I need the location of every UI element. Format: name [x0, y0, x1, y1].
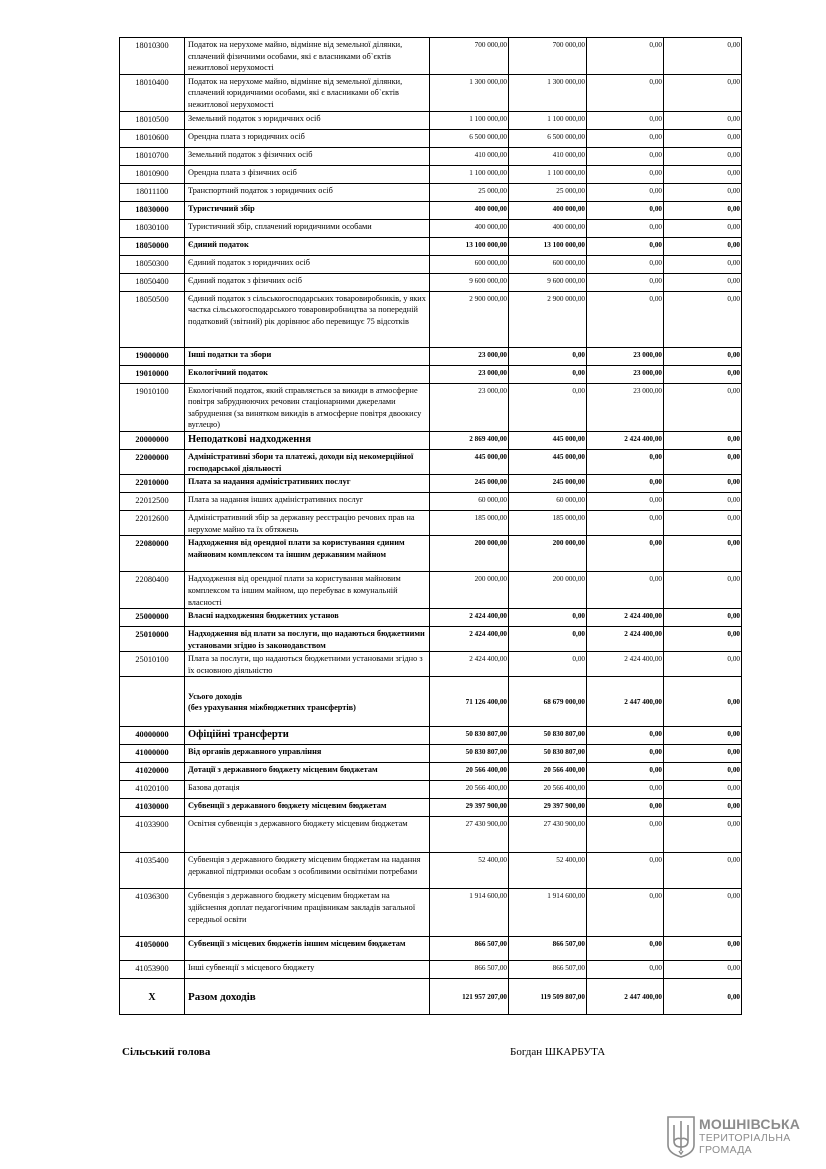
row-special-fund-value: 0,00 — [587, 273, 664, 291]
row-special-fund-value: 23 000,00 — [587, 383, 664, 431]
row-special-fund-value: 0,00 — [587, 291, 664, 347]
row-development-budget-value: 0,00 — [664, 129, 742, 147]
table-row — [120, 853, 742, 889]
row-total-value: 1 100 000,00 — [430, 111, 509, 129]
row-total-value: 60 000,00 — [430, 493, 509, 511]
row-development-budget-value: 0,00 — [664, 937, 742, 961]
row-special-fund-value: 0,00 — [587, 475, 664, 493]
table-row — [120, 74, 742, 111]
table-row — [120, 165, 742, 183]
row-name: Субвенція з державного бюджету місцевим бюджетам на надання державної підтримки особам з особливими освітніми потребами — [185, 853, 430, 889]
table-row — [120, 745, 742, 763]
row-name: Усього доходів (без урахування міжбюджетних трансфертів) — [185, 677, 430, 727]
row-special-fund-value: 0,00 — [587, 937, 664, 961]
row-name: Базова дотація — [185, 781, 430, 799]
table-row — [120, 449, 742, 474]
row-special-fund-value: 0,00 — [587, 165, 664, 183]
row-total-value: 20 566 400,00 — [430, 781, 509, 799]
row-total-value: 71 126 400,00 — [430, 677, 509, 727]
row-code: 22000000 — [120, 449, 185, 474]
row-special-fund-value: 0,00 — [587, 763, 664, 781]
table-row — [120, 291, 742, 347]
row-code: 41033900 — [120, 817, 185, 853]
row-development-budget-value: 0,00 — [664, 609, 742, 627]
table-row — [120, 183, 742, 201]
row-general-fund-value: 1 100 000,00 — [509, 111, 587, 129]
row-total-value: 2 869 400,00 — [430, 431, 509, 449]
row-code: 41035400 — [120, 853, 185, 889]
table-row — [120, 817, 742, 853]
row-name: Податок на нерухоме майно, відмінне від земельної ділянки, сплачений фізичними особами, які є власниками об`єктів нежитлової нерухомості — [185, 38, 430, 75]
row-code: 41020000 — [120, 763, 185, 781]
row-development-budget-value: 0,00 — [664, 165, 742, 183]
row-total-value: 50 830 807,00 — [430, 745, 509, 763]
row-development-budget-value: 0,00 — [664, 147, 742, 165]
row-special-fund-value: 2 424 400,00 — [587, 609, 664, 627]
row-name: Адміністративний збір за державну реєстрацію речових прав на нерухоме майно та їх обтяжень — [185, 511, 430, 536]
row-general-fund-value: 0,00 — [509, 383, 587, 431]
row-development-budget-value: 0,00 — [664, 652, 742, 677]
row-total-value: 200 000,00 — [430, 536, 509, 572]
row-development-budget-value: 0,00 — [664, 572, 742, 609]
row-name: Туристичний збір — [185, 201, 430, 219]
row-general-fund-value: 200 000,00 — [509, 572, 587, 609]
row-name: Транспортний податок з юридичних осіб — [185, 183, 430, 201]
table-row — [120, 572, 742, 609]
row-total-value: 1 100 000,00 — [430, 165, 509, 183]
row-special-fund-value: 0,00 — [587, 449, 664, 474]
row-code: X — [120, 979, 185, 1015]
row-special-fund-value: 0,00 — [587, 255, 664, 273]
row-total-value: 20 566 400,00 — [430, 763, 509, 781]
row-development-budget-value: 0,00 — [664, 536, 742, 572]
table-row — [120, 431, 742, 449]
row-special-fund-value: 0,00 — [587, 853, 664, 889]
row-code: 19010000 — [120, 365, 185, 383]
row-total-value: 185 000,00 — [430, 511, 509, 536]
row-name: Субвенція з державного бюджету місцевим бюджетам на здійснення доплат педагогічним працівникам закладів загальної середньої освіти — [185, 889, 430, 937]
row-code: 41053900 — [120, 961, 185, 979]
row-general-fund-value: 0,00 — [509, 652, 587, 677]
row-development-budget-value: 0,00 — [664, 111, 742, 129]
row-name: Туристичний збір, сплачений юридичними особами — [185, 219, 430, 237]
row-general-fund-value: 185 000,00 — [509, 511, 587, 536]
row-name: Надходження від орендної плати за користування майновим комплексом та іншим майном, що перебуває в комунальній власності — [185, 572, 430, 609]
row-special-fund-value: 2 447 400,00 — [587, 979, 664, 1015]
row-total-value: 866 507,00 — [430, 961, 509, 979]
row-code: 41020100 — [120, 781, 185, 799]
logo-line-1: МОШНІВСЬКА — [699, 1116, 801, 1132]
table-row — [120, 273, 742, 291]
table-row — [120, 961, 742, 979]
table-row — [120, 727, 742, 745]
row-total-value: 13 100 000,00 — [430, 237, 509, 255]
row-special-fund-value: 0,00 — [587, 727, 664, 745]
row-special-fund-value: 0,00 — [587, 511, 664, 536]
row-code: 18011100 — [120, 183, 185, 201]
row-development-budget-value: 0,00 — [664, 383, 742, 431]
row-total-value: 2 424 400,00 — [430, 652, 509, 677]
table-row — [120, 493, 742, 511]
row-general-fund-value: 866 507,00 — [509, 961, 587, 979]
row-special-fund-value: 0,00 — [587, 536, 664, 572]
row-total-value: 23 000,00 — [430, 365, 509, 383]
table-row — [120, 937, 742, 961]
row-name: Інші податки та збори — [185, 347, 430, 365]
table-row — [120, 799, 742, 817]
row-special-fund-value: 0,00 — [587, 237, 664, 255]
row-name: Субвенції з державного бюджету місцевим бюджетам — [185, 799, 430, 817]
row-general-fund-value: 400 000,00 — [509, 201, 587, 219]
row-general-fund-value: 245 000,00 — [509, 475, 587, 493]
row-development-budget-value: 0,00 — [664, 511, 742, 536]
row-development-budget-value: 0,00 — [664, 961, 742, 979]
row-code: 18050400 — [120, 273, 185, 291]
row-general-fund-value: 50 830 807,00 — [509, 727, 587, 745]
row-special-fund-value: 0,00 — [587, 147, 664, 165]
row-special-fund-value: 0,00 — [587, 183, 664, 201]
row-general-fund-value: 700 000,00 — [509, 38, 587, 75]
row-name: Плата за надання інших адміністративних послуг — [185, 493, 430, 511]
table-row — [120, 763, 742, 781]
row-name: Орендна плата з юридичних осіб — [185, 129, 430, 147]
row-general-fund-value: 1 300 000,00 — [509, 74, 587, 111]
row-general-fund-value: 9 600 000,00 — [509, 273, 587, 291]
row-general-fund-value: 20 566 400,00 — [509, 781, 587, 799]
logo-line-2: ТЕРИТОРІАЛЬНА — [699, 1132, 791, 1144]
row-development-budget-value: 0,00 — [664, 273, 742, 291]
row-name: Від органів державного управління — [185, 745, 430, 763]
table-row — [120, 652, 742, 677]
row-name: Плата за надання адміністративних послуг — [185, 475, 430, 493]
row-name: Екологічний податок — [185, 365, 430, 383]
row-general-fund-value: 0,00 — [509, 365, 587, 383]
row-total-value: 2 424 400,00 — [430, 609, 509, 627]
row-code: 20000000 — [120, 431, 185, 449]
row-general-fund-value: 60 000,00 — [509, 493, 587, 511]
row-name: Освітня субвенція з державного бюджету місцевим бюджетам — [185, 817, 430, 853]
row-development-budget-value: 0,00 — [664, 475, 742, 493]
row-development-budget-value: 0,00 — [664, 817, 742, 853]
table-row — [120, 365, 742, 383]
row-development-budget-value: 0,00 — [664, 201, 742, 219]
row-code: 19010100 — [120, 383, 185, 431]
row-general-fund-value: 27 430 900,00 — [509, 817, 587, 853]
table-row — [120, 383, 742, 431]
row-total-value: 1 300 000,00 — [430, 74, 509, 111]
row-code: 40000000 — [120, 727, 185, 745]
row-total-value: 445 000,00 — [430, 449, 509, 474]
row-general-fund-value: 866 507,00 — [509, 937, 587, 961]
row-development-budget-value: 0,00 — [664, 781, 742, 799]
row-name: Дотації з державного бюджету місцевим бюджетам — [185, 763, 430, 781]
row-development-budget-value: 0,00 — [664, 219, 742, 237]
row-code: 18010300 — [120, 38, 185, 75]
row-development-budget-value: 0,00 — [664, 677, 742, 727]
row-code: 41050000 — [120, 937, 185, 961]
row-general-fund-value: 25 000,00 — [509, 183, 587, 201]
row-total-value: 9 600 000,00 — [430, 273, 509, 291]
row-code: 41036300 — [120, 889, 185, 937]
row-development-budget-value: 0,00 — [664, 853, 742, 889]
table-row — [120, 219, 742, 237]
row-name: Неподаткові надходження — [185, 431, 430, 449]
table-row — [120, 627, 742, 652]
row-special-fund-value: 0,00 — [587, 572, 664, 609]
row-development-budget-value: 0,00 — [664, 255, 742, 273]
row-total-value: 25 000,00 — [430, 183, 509, 201]
row-special-fund-value: 23 000,00 — [587, 347, 664, 365]
row-general-fund-value: 50 830 807,00 — [509, 745, 587, 763]
row-general-fund-value: 0,00 — [509, 627, 587, 652]
row-development-budget-value: 0,00 — [664, 291, 742, 347]
row-total-value: 1 914 600,00 — [430, 889, 509, 937]
row-special-fund-value: 2 424 400,00 — [587, 627, 664, 652]
row-development-budget-value: 0,00 — [664, 979, 742, 1015]
table-row — [120, 111, 742, 129]
row-name: Плата за послуги, що надаються бюджетними установами згідно з їх основною діяльністю — [185, 652, 430, 677]
row-code: 18010500 — [120, 111, 185, 129]
row-development-budget-value: 0,00 — [664, 449, 742, 474]
row-general-fund-value: 52 400,00 — [509, 853, 587, 889]
row-general-fund-value: 20 566 400,00 — [509, 763, 587, 781]
row-name: Разом доходів — [185, 979, 430, 1015]
row-name: Екологічний податок, який справляється за викиди в атмосферне повітря забруднюючих речовин стаціонарними джерелами забруднення (за винятком викидів в атмосферне повітря двоокису вуглецю) — [185, 383, 430, 431]
row-code: 18010700 — [120, 147, 185, 165]
row-development-budget-value: 0,00 — [664, 745, 742, 763]
row-total-value: 2 424 400,00 — [430, 627, 509, 652]
signature-title: Сільський голова — [122, 1046, 211, 1058]
table-row — [120, 475, 742, 493]
row-name: Власні надходження бюджетних установ — [185, 609, 430, 627]
row-special-fund-value: 0,00 — [587, 817, 664, 853]
row-development-budget-value: 0,00 — [664, 183, 742, 201]
row-code — [120, 677, 185, 727]
row-code: 41030000 — [120, 799, 185, 817]
row-general-fund-value: 600 000,00 — [509, 255, 587, 273]
row-general-fund-value: 410 000,00 — [509, 147, 587, 165]
row-name: Єдиний податок — [185, 237, 430, 255]
row-general-fund-value: 445 000,00 — [509, 449, 587, 474]
row-special-fund-value: 23 000,00 — [587, 365, 664, 383]
row-total-value: 866 507,00 — [430, 937, 509, 961]
row-general-fund-value: 0,00 — [509, 609, 587, 627]
row-code: 18030100 — [120, 219, 185, 237]
row-development-budget-value: 0,00 — [664, 493, 742, 511]
row-code: 19000000 — [120, 347, 185, 365]
row-special-fund-value: 0,00 — [587, 74, 664, 111]
row-general-fund-value: 13 100 000,00 — [509, 237, 587, 255]
row-code: 18010600 — [120, 129, 185, 147]
table-row — [120, 38, 742, 75]
row-general-fund-value: 29 397 900,00 — [509, 799, 587, 817]
row-special-fund-value: 0,00 — [587, 38, 664, 75]
row-general-fund-value: 400 000,00 — [509, 219, 587, 237]
row-development-budget-value: 0,00 — [664, 237, 742, 255]
row-development-budget-value: 0,00 — [664, 431, 742, 449]
row-code: 18050000 — [120, 237, 185, 255]
row-code: 18010400 — [120, 74, 185, 111]
revenue-table — [119, 37, 742, 1015]
row-special-fund-value: 2 424 400,00 — [587, 431, 664, 449]
row-total-value: 245 000,00 — [430, 475, 509, 493]
row-total-value: 29 397 900,00 — [430, 799, 509, 817]
row-code: 22012500 — [120, 493, 185, 511]
row-general-fund-value: 0,00 — [509, 347, 587, 365]
community-logo — [666, 1115, 806, 1159]
row-code: 22010000 — [120, 475, 185, 493]
table-row — [120, 781, 742, 799]
row-name: Земельний податок з фізичних осіб — [185, 147, 430, 165]
row-total-value: 2 900 000,00 — [430, 291, 509, 347]
row-code: 22080000 — [120, 536, 185, 572]
row-special-fund-value: 2 447 400,00 — [587, 677, 664, 727]
row-name: Інші субвенції з місцевого бюджету — [185, 961, 430, 979]
row-general-fund-value: 2 900 000,00 — [509, 291, 587, 347]
row-development-budget-value: 0,00 — [664, 727, 742, 745]
row-general-fund-value: 1 100 000,00 — [509, 165, 587, 183]
table-row — [120, 255, 742, 273]
table-row — [120, 511, 742, 536]
row-development-budget-value: 0,00 — [664, 347, 742, 365]
table-row — [120, 347, 742, 365]
row-code: 18050500 — [120, 291, 185, 347]
row-total-value: 50 830 807,00 — [430, 727, 509, 745]
row-general-fund-value: 445 000,00 — [509, 431, 587, 449]
row-development-budget-value: 0,00 — [664, 763, 742, 781]
row-name: Надходження від плати за послуги, що надаються бюджетними установами згідно із законодавством — [185, 627, 430, 652]
row-total-value: 121 957 207,00 — [430, 979, 509, 1015]
row-development-budget-value: 0,00 — [664, 889, 742, 937]
row-total-value: 410 000,00 — [430, 147, 509, 165]
table-row — [120, 147, 742, 165]
signature-name: Богдан ШКАРБУТА — [510, 1046, 606, 1058]
row-special-fund-value: 0,00 — [587, 129, 664, 147]
row-total-value: 400 000,00 — [430, 219, 509, 237]
row-name: Орендна плата з фізичних осіб — [185, 165, 430, 183]
row-general-fund-value: 1 914 600,00 — [509, 889, 587, 937]
logo-line-3: ГРОМАДА — [699, 1144, 752, 1156]
row-special-fund-value: 0,00 — [587, 889, 664, 937]
row-code: 18010900 — [120, 165, 185, 183]
row-special-fund-value: 0,00 — [587, 219, 664, 237]
table-row — [120, 201, 742, 219]
row-total-value: 200 000,00 — [430, 572, 509, 609]
total-row — [120, 979, 742, 1015]
table-row — [120, 129, 742, 147]
row-name: Єдиний податок з юридичних осіб — [185, 255, 430, 273]
row-special-fund-value: 0,00 — [587, 799, 664, 817]
row-development-budget-value: 0,00 — [664, 799, 742, 817]
row-code: 18030000 — [120, 201, 185, 219]
table-row — [120, 536, 742, 572]
row-name: Надходження від орендної плати за користування єдиним майновим комплексом та іншим державним майном — [185, 536, 430, 572]
table-row — [120, 889, 742, 937]
row-code: 25000000 — [120, 609, 185, 627]
row-total-value: 700 000,00 — [430, 38, 509, 75]
row-development-budget-value: 0,00 — [664, 365, 742, 383]
row-code: 25010000 — [120, 627, 185, 652]
table-row — [120, 609, 742, 627]
row-total-value: 23 000,00 — [430, 347, 509, 365]
row-code: 41000000 — [120, 745, 185, 763]
row-name: Податок на нерухоме майно, відмінне від земельної ділянки, сплачений юридичними особами, які є власниками об`єктів нежитлової нерухомості — [185, 74, 430, 111]
row-special-fund-value: 0,00 — [587, 493, 664, 511]
table-row — [120, 237, 742, 255]
row-general-fund-value: 119 509 807,00 — [509, 979, 587, 1015]
row-special-fund-value: 0,00 — [587, 201, 664, 219]
row-special-fund-value: 0,00 — [587, 781, 664, 799]
row-code: 18050300 — [120, 255, 185, 273]
row-code: 22080400 — [120, 572, 185, 609]
row-name: Адміністративні збори та платежі, доходи від некомерційної господарської діяльності — [185, 449, 430, 474]
row-total-value: 23 000,00 — [430, 383, 509, 431]
row-name: Єдиний податок з сільськогосподарських товаровиробників, у яких частка сільськогосподарського товаровиробництва за попередній податковий (звітний) рік дорівнює або перевищує 75 відсотків — [185, 291, 430, 347]
row-total-value: 600 000,00 — [430, 255, 509, 273]
row-special-fund-value: 0,00 — [587, 745, 664, 763]
row-general-fund-value: 6 500 000,00 — [509, 129, 587, 147]
row-total-value: 27 430 900,00 — [430, 817, 509, 853]
row-total-value: 400 000,00 — [430, 201, 509, 219]
summary-row — [120, 677, 742, 727]
row-special-fund-value: 2 424 400,00 — [587, 652, 664, 677]
row-general-fund-value: 68 679 000,00 — [509, 677, 587, 727]
row-total-value: 6 500 000,00 — [430, 129, 509, 147]
row-special-fund-value: 0,00 — [587, 111, 664, 129]
row-code: 25010100 — [120, 652, 185, 677]
row-development-budget-value: 0,00 — [664, 38, 742, 75]
row-development-budget-value: 0,00 — [664, 627, 742, 652]
row-special-fund-value: 0,00 — [587, 961, 664, 979]
row-name: Офіційні трансферти — [185, 727, 430, 745]
row-code: 22012600 — [120, 511, 185, 536]
row-name: Субвенції з місцевих бюджетів іншим місцевим бюджетам — [185, 937, 430, 961]
row-name: Земельний податок з юридичних осіб — [185, 111, 430, 129]
row-development-budget-value: 0,00 — [664, 74, 742, 111]
row-general-fund-value: 200 000,00 — [509, 536, 587, 572]
row-name: Єдиний податок з фізичних осіб — [185, 273, 430, 291]
row-total-value: 52 400,00 — [430, 853, 509, 889]
trident-emblem-icon — [666, 1115, 696, 1159]
